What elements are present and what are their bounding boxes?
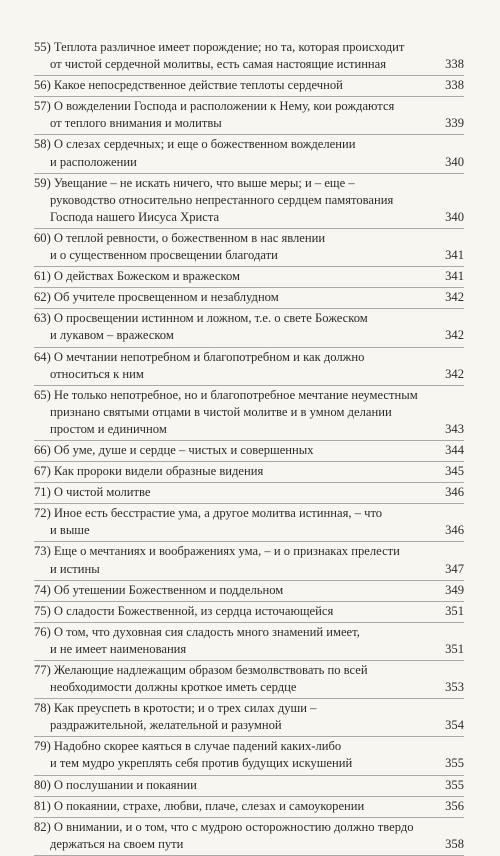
- toc-entry-page-number: 341: [445, 269, 464, 284]
- toc-entry-title: 60) О теплой ревности, о божественном в нас явлении: [34, 230, 326, 245]
- toc-entry-page-number: 339: [445, 116, 464, 131]
- toc-entry: [34, 230, 464, 267]
- toc-entry: [34, 463, 464, 483]
- toc-entry-page-number: 342: [445, 366, 464, 381]
- toc-entry-page-number: 347: [445, 561, 464, 576]
- toc-entry-title-continuation: и истины: [50, 561, 100, 576]
- toc-entry-page-number: 354: [445, 718, 464, 733]
- toc-entry-title-continuation: и лукавом – вражеском: [50, 328, 174, 343]
- toc-entry-title: 81) О покаянии, страхе, любви, плаче, слезах и самоукорении: [34, 798, 365, 813]
- toc-entry-title: 55) Теплота различное имеет порождение; но та, которая происходит: [34, 40, 405, 54]
- toc-entry-title: 79) Надобно скорее каяться в случае падений каких-либо: [34, 739, 342, 754]
- toc-entry-page-number: 353: [445, 680, 464, 695]
- toc-entry-page-number: 351: [445, 641, 464, 656]
- toc-entry-title: 57) О вожделении Господа и расположении к Нему, кои рождаются: [34, 99, 395, 114]
- toc-entry-title: 74) Об утешении Божественном и поддельном: [34, 582, 284, 597]
- toc-entry-title: 62) Об учителе просвещенном и незаблудном: [34, 290, 279, 305]
- toc-entry-title: 72) Иное есть бесстрастие ума, а другое молитва истинная, – что: [34, 506, 383, 521]
- toc-entry-page-number: 340: [445, 209, 464, 224]
- toc-entry: [34, 98, 464, 135]
- toc-entry-page-number: 343: [445, 421, 464, 436]
- toc-entry-page-number: 338: [445, 78, 464, 93]
- toc-entry-title: 67) Как пророки видели образные видения: [34, 464, 264, 479]
- toc-entry-page-number: 345: [445, 464, 464, 479]
- toc-entry-title-continuation: признано святыми отцами в чистой молитве и в умном делании: [50, 404, 392, 419]
- toc-entry-title: 75) О сладости Божественной, из сердца источающейся: [34, 603, 334, 618]
- toc-entry-title-continuation: и выше: [50, 523, 90, 538]
- toc-entry: [34, 484, 464, 504]
- toc-entry-page-number: 340: [445, 154, 464, 169]
- toc-entry-page-number: 344: [445, 442, 464, 457]
- toc-entry-title: 58) О слезах сердечных; и еще о божественном вожделении: [34, 137, 356, 152]
- toc-entry-title: 80) О послушании и покаянии: [34, 777, 197, 792]
- table-of-contents: [34, 39, 464, 856]
- toc-entry: [34, 777, 464, 797]
- toc-entry-page-number: 356: [445, 798, 464, 813]
- toc-entry-title: 77) Желающие надлежащим образом безмолвствовать по всей: [34, 663, 368, 677]
- toc-entry-page-number: 349: [445, 582, 464, 597]
- toc-entry-title: 73) Еще о мечтаниях и воображениях ума, – и о признаках прелести: [34, 544, 400, 559]
- toc-entry: [34, 268, 464, 288]
- toc-entry: [34, 700, 464, 737]
- toc-entry-title: 61) О действах Божеском и вражеском: [34, 269, 240, 284]
- toc-entry: [34, 289, 464, 309]
- toc-entry-page-number: 346: [445, 485, 464, 500]
- toc-entry: [34, 798, 464, 818]
- toc-entry: [34, 738, 464, 775]
- toc-entry-title: 82) О внимании, и о том, что с мудрою осторожностию должно твердо: [34, 819, 414, 834]
- toc-entry-page-number: 346: [445, 523, 464, 538]
- toc-entry-title: 76) О том, что духовная сия сладость много знамений имеет,: [34, 624, 360, 639]
- toc-entry: [34, 543, 464, 580]
- toc-entry-title-continuation: держаться на своем пути: [50, 836, 184, 851]
- toc-entry-title: 63) О просвещении истинном и ложном, т.е. о свете Божеском: [34, 311, 368, 326]
- toc-entry-title-continuation: раздражительной, желательной и разумной: [50, 718, 282, 733]
- toc-entry: [34, 505, 464, 542]
- toc-entry-page-number: 341: [445, 248, 464, 263]
- toc-entry-title: 65) Не только непотребное, но и благопотребное мечтание неуместным: [34, 387, 418, 402]
- toc-entry-title-continuation: руководство относительно непрестанного сердцем памятования: [50, 192, 394, 207]
- toc-entry-page-number: 355: [445, 777, 464, 792]
- toc-entry-page-number: 338: [445, 57, 464, 72]
- toc-entry: [34, 603, 464, 623]
- toc-entry-title: 64) О мечтании непотребном и благопотребном и как должно: [34, 349, 365, 364]
- toc-entry: [34, 136, 464, 173]
- toc-entry-title: 71) О чистой молитве: [34, 485, 151, 500]
- toc-entry: [34, 349, 464, 386]
- toc-entry-title: 59) Увещание – не искать ничего, что выше меры; и – еще –: [34, 175, 355, 190]
- toc-entry: [34, 582, 464, 602]
- toc-entry: [34, 175, 464, 229]
- toc-entry-title: 66) Об уме, душе и сердце – чистых и совершенных: [34, 442, 314, 457]
- toc-entry-title-continuation: относиться к ним: [50, 366, 144, 381]
- toc-entry-title-continuation: и тем мудро укреплять себя против будущих искушений: [50, 756, 353, 771]
- toc-entry: [34, 662, 464, 699]
- toc-entry-title-continuation: Господа нашего Иисуса Христа: [50, 209, 220, 224]
- toc-entry-title: 78) Как преуспеть в кротости; и о трех силах души –: [34, 701, 317, 716]
- toc-entry-title-continuation: необходимости должны кроткое иметь сердце: [50, 680, 297, 695]
- toc-entry-title-continuation: от теплого внимания и молитвы: [50, 116, 222, 131]
- toc-entry-page-number: 342: [445, 328, 464, 343]
- toc-entry: [34, 387, 464, 441]
- toc-entry-title: 56) Какое непосредственное действие теплоты сердечной: [34, 78, 343, 93]
- toc-entry-page-number: 351: [445, 603, 464, 618]
- toc-entry-page-number: 355: [445, 756, 464, 771]
- toc-entry: [34, 442, 464, 462]
- toc-entry-page-number: 358: [445, 836, 464, 851]
- toc-entry: [34, 39, 464, 76]
- toc-entry-title-continuation: простом и единичном: [50, 421, 167, 436]
- toc-entry-title-continuation: и о существенном просвещении благодати: [50, 248, 278, 263]
- toc-entry-title-continuation: и расположении: [50, 154, 137, 169]
- toc-entry-title-continuation: и не имеет наименования: [50, 641, 187, 656]
- toc-entry-page-number: 342: [445, 290, 464, 305]
- toc-entry: [34, 77, 464, 97]
- toc-entry: [34, 310, 464, 347]
- toc-entry-title-continuation: от чистой сердечной молитвы, есть самая настоящие истинная: [50, 57, 387, 72]
- toc-entry: [34, 819, 464, 856]
- toc-entry: [34, 624, 464, 661]
